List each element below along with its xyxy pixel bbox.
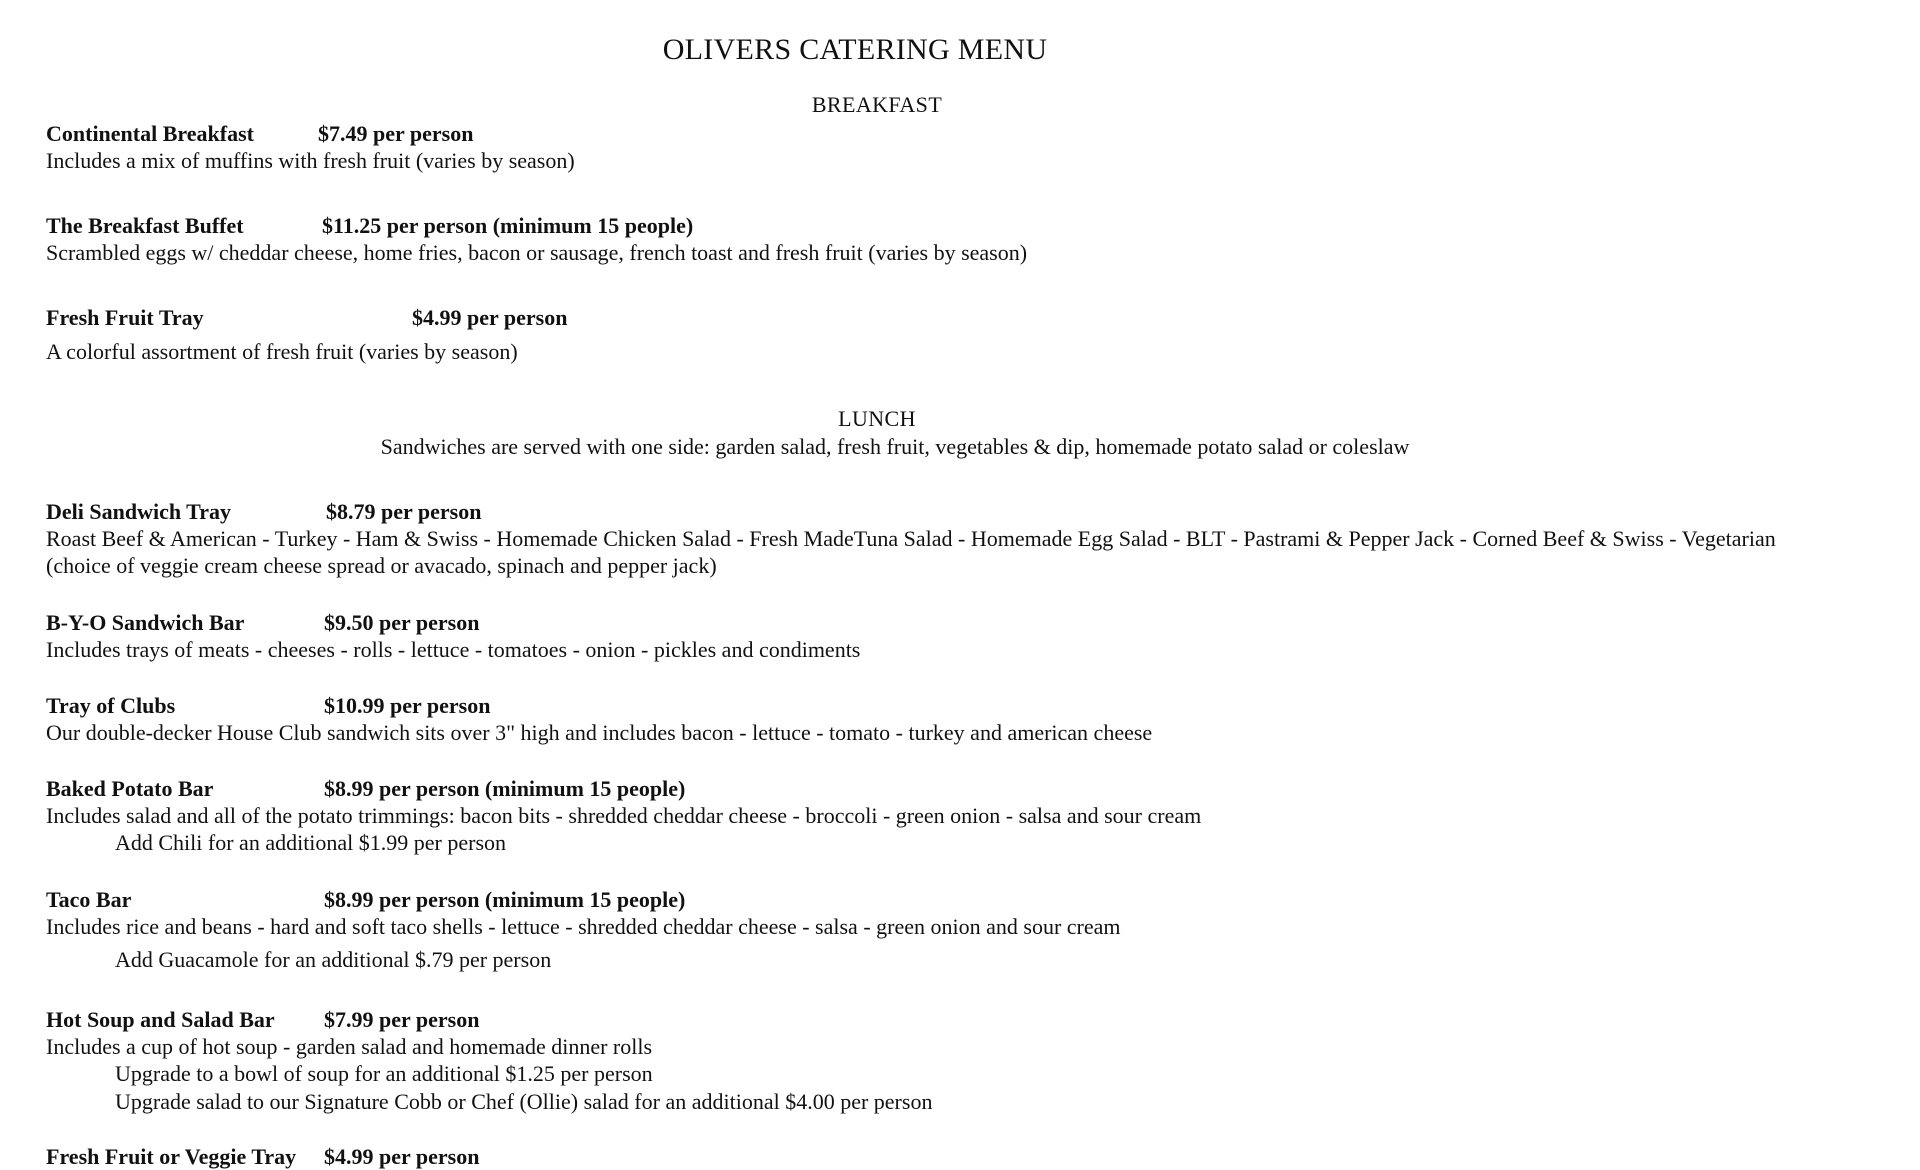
menu-item-taco-bar xyxy=(46,886,1900,973)
item-header xyxy=(46,609,1900,636)
item-name: The Breakfast Buffet xyxy=(46,213,244,238)
menu-item-baked-potato-bar xyxy=(46,775,1900,856)
item-header xyxy=(46,120,1900,147)
item-description: Includes trays of meats - cheeses - rolls - lettuce - tomatoes - onion - pickles and condiments xyxy=(46,637,861,662)
breakfast-heading: BREAKFAST xyxy=(811,92,943,117)
item-price: $10.99 per person xyxy=(324,693,491,718)
menu-item-byo-sandwich-bar xyxy=(46,609,1900,663)
item-name: Continental Breakfast xyxy=(46,121,254,146)
item-name: Taco Bar xyxy=(46,887,132,912)
item-name: B-Y-O Sandwich Bar xyxy=(46,610,245,635)
item-addon: Add Chili for an additional $1.99 per person xyxy=(115,830,507,855)
item-header xyxy=(46,1006,1900,1033)
menu-item-tray-of-clubs xyxy=(46,692,1900,746)
item-description: Includes a mix of muffins with fresh fruit (varies by season) xyxy=(46,148,575,173)
item-price: $9.50 per person xyxy=(324,610,480,635)
item-price: $8.99 per person (minimum 15 people) xyxy=(324,776,686,801)
item-header xyxy=(46,212,1900,239)
menu-item-fresh-fruit-tray xyxy=(46,304,1900,365)
menu-item-hot-soup-and-salad-bar xyxy=(46,1006,1900,1115)
item-price: $7.49 per person xyxy=(318,121,474,146)
item-name: Fresh Fruit or Veggie Tray xyxy=(46,1144,297,1169)
menu-item-deli-sandwich-tray xyxy=(46,498,1900,579)
item-header xyxy=(46,886,1900,913)
item-description: Scrambled eggs w/ cheddar cheese, home fries, bacon or sausage, french toast and fresh fruit (varies by season) xyxy=(46,240,1028,265)
item-price: $8.79 per person xyxy=(326,499,482,524)
page-title: OLIVERS CATERING MENU xyxy=(662,33,1048,66)
item-price: $4.99 per person xyxy=(412,305,568,330)
item-description: Our double-decker House Club sandwich sits over 3" high and includes bacon - lettuce - tomato - turkey and american cheese xyxy=(46,720,1153,745)
item-addon: Upgrade to a bowl of soup for an additional $1.25 per person xyxy=(115,1061,653,1086)
item-description: A colorful assortment of fresh fruit (varies by season) xyxy=(46,339,518,364)
item-price: $8.99 per person (minimum 15 people) xyxy=(324,887,686,912)
item-price: $11.25 per person (minimum 15 people) xyxy=(322,213,694,238)
item-header xyxy=(46,775,1900,802)
item-name: Fresh Fruit Tray xyxy=(46,305,204,330)
item-header xyxy=(46,692,1900,719)
item-price: $7.99 per person xyxy=(324,1007,480,1032)
item-description: Includes a cup of hot soup - garden salad and homemade dinner rolls xyxy=(46,1034,653,1059)
menu-item-breakfast-buffet xyxy=(46,212,1900,266)
item-description: Roast Beef & American - Turkey - Ham & Swiss - Homemade Chicken Salad - Fresh MadeTuna Salad - Homemade Egg Salad - BLT - Pastrami & Pepper Jack - Corned Beef & Swiss - Vegetarian xyxy=(46,526,1776,551)
item-name: Deli Sandwich Tray xyxy=(46,499,231,524)
item-description: Includes rice and beans - hard and soft taco shells - lettuce - shredded cheddar cheese - salsa - green onion and sour cream xyxy=(46,914,1121,939)
item-name: Tray of Clubs xyxy=(46,693,176,718)
lunch-heading: LUNCH xyxy=(838,406,916,431)
item-name: Hot Soup and Salad Bar xyxy=(46,1007,275,1032)
menu-item-continental-breakfast xyxy=(46,120,1900,174)
item-description-line-2: (choice of veggie cream cheese spread or avacado, spinach and pepper jack) xyxy=(46,553,717,578)
item-name: Baked Potato Bar xyxy=(46,776,214,801)
item-header xyxy=(46,498,1900,525)
item-addon: Upgrade salad to our Signature Cobb or Chef (Ollie) salad for an additional $4.00 per person xyxy=(115,1089,933,1114)
lunch-side-note: Sandwiches are served with one side: garden salad, fresh fruit, vegetables & dip, homemade potato salad or coleslaw xyxy=(380,434,1410,459)
item-description: Includes salad and all of the potato trimmings: bacon bits - shredded cheddar cheese - broccoli - green onion - salsa and sour cream xyxy=(46,803,1202,828)
item-header xyxy=(46,304,1900,331)
item-addon: Add Guacamole for an additional $.79 per person xyxy=(115,947,552,972)
item-price: $4.99 per person xyxy=(324,1144,480,1169)
